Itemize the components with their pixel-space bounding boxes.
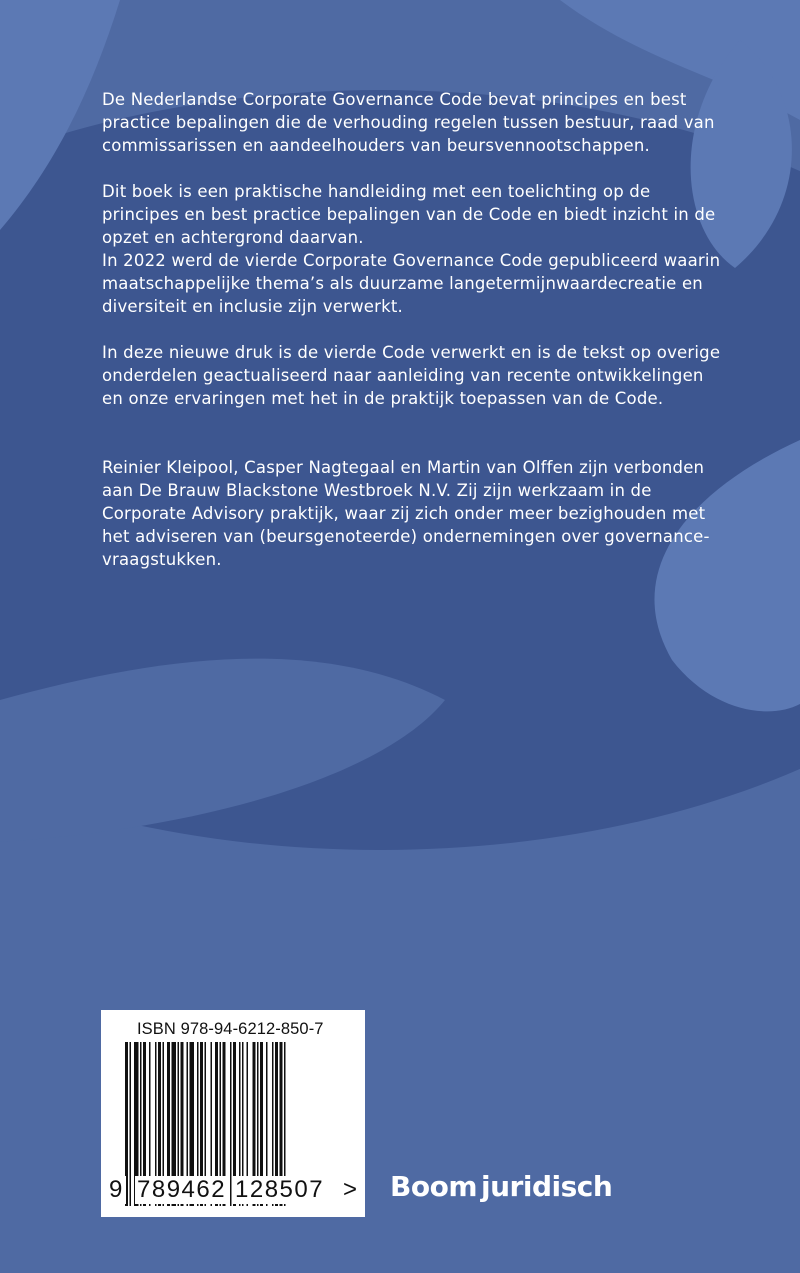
authors-paragraph: Reinier Kleipool, Casper Nagtegaal en Martin van Olffen zijn verbonden aan De Brauw Blackstone Westbroek N.V. Zij zijn werkzaam in de Corporate Advisory praktijk, waar zij zich onder meer bezighouden met het adviseren van (beursgenoteerde) ondernemingen over governance- vraagstukken. (102, 458, 710, 569)
publisher-name-juridisch: juridisch (481, 1170, 613, 1203)
isbn-barcode (101, 1010, 365, 1217)
barcode-right-digits: 128507 (235, 1176, 325, 1203)
barcode-digits (101, 1176, 365, 1206)
handbook-paragraph: Dit boek is een praktische handleiding met een toelichting op de principes en best practice bepalingen van de Code en biedt inzicht in de opzet en achtergrond daarvan. In 2022 werd de vierde Corporate Governance Code gepubliceerd waarin maatschappelijke thema’s als duurzame langetermijnwaardecreatie en diversiteit en inclusie zijn verwerkt. (102, 182, 721, 316)
barcode-lead-digit: 9 (109, 1176, 124, 1203)
barcode-left-digits: 789462 (137, 1176, 227, 1203)
publisher-name-boom: Boom (390, 1170, 477, 1203)
isbn-label: ISBN 978-94-6212-850-7 (137, 1020, 324, 1038)
back-cover-text (102, 88, 722, 571)
publisher-logo (390, 1170, 612, 1203)
intro-paragraph: De Nederlandse Corporate Governance Code bevat principes en best practice bepalingen die de verhouding regelen tussen bestuur, raad van commissarissen en aandeelhouders van beursvennootschappen. (102, 90, 715, 155)
barcode-arrow: > (343, 1176, 359, 1203)
new-edition-paragraph: In deze nieuwe druk is de vierde Code verwerkt en is de tekst op overige onderdelen geactualiseerd naar aanleiding van recente ontwikkelingen en onze ervaringen met het in de praktijk toepassen van de Code. (102, 343, 721, 408)
